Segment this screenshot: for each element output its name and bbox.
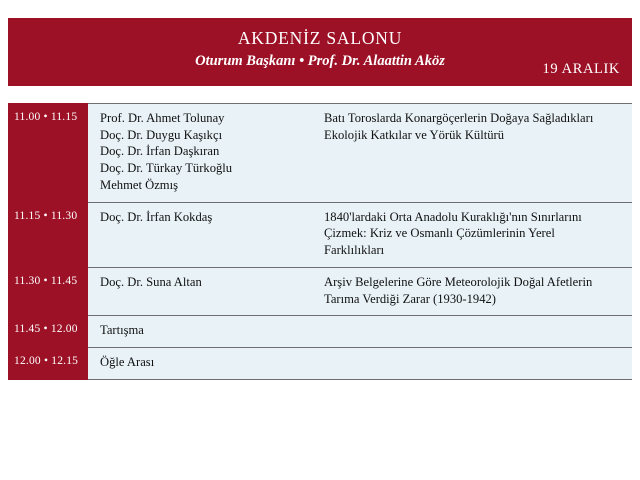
presentation-title xyxy=(316,268,632,315)
speaker-list xyxy=(88,203,316,267)
row-body xyxy=(88,103,632,202)
title-line: Batı Toroslarda Konargöçerlerin Doğaya Sağladıkları xyxy=(324,111,594,125)
presentation-title xyxy=(316,348,632,379)
speaker-list xyxy=(88,104,316,202)
time-slot: 11.15 • 11.30 xyxy=(8,202,88,267)
title-line: Ekolojik Katkılar ve Yörük Kültürü xyxy=(324,127,505,142)
time-slot: 11.30 • 11.45 xyxy=(8,267,88,315)
table-row xyxy=(8,202,632,267)
time-slot: 11.45 • 12.00 xyxy=(8,315,88,347)
speaker-name: Doç. Dr. İrfan Kokdaş xyxy=(100,209,213,224)
speaker-name: Mehmet Özmış xyxy=(100,177,178,192)
speaker-name: Doç. Dr. Suna Altan xyxy=(100,274,202,289)
speaker-name: Prof. Dr. Ahmet Tolunay xyxy=(100,111,225,125)
row-body xyxy=(88,202,632,267)
table-row xyxy=(8,347,632,380)
title-line: Arşiv Belgelerine Göre Meteorolojik Doğal Afetlerin xyxy=(324,274,593,289)
date-label: 19 ARALIK xyxy=(542,61,620,77)
presentation-title xyxy=(316,104,632,202)
title-line: Tarıma Verdiği Zarar (1930-1942) xyxy=(324,291,496,306)
time-slot: 12.00 • 12.15 xyxy=(8,347,88,380)
session-label: Öğle Arası xyxy=(100,355,155,370)
presentation-title xyxy=(316,203,632,267)
time-slot: 11.00 • 11.15 xyxy=(8,103,88,202)
table-row xyxy=(8,315,632,347)
row-body xyxy=(88,315,632,347)
table-row xyxy=(8,103,632,202)
speaker-list xyxy=(88,316,316,347)
speaker-list xyxy=(88,348,316,379)
title-line: Çizmek: Kriz ve Osmanlı Çözümlerinin Yerel xyxy=(324,226,555,241)
session-chair: Oturum Başkanı • Prof. Dr. Alaattin Aköz xyxy=(195,53,445,70)
title-line: Farklılıkları xyxy=(324,243,385,258)
speaker-list xyxy=(88,268,316,315)
table-row xyxy=(8,267,632,315)
speaker-name: Doç. Dr. Duygu Kaşıkçı xyxy=(100,127,223,142)
session-label: Tartışma xyxy=(100,323,144,338)
hall-name: AKDENİZ SALONU xyxy=(237,28,403,48)
row-body xyxy=(88,347,632,380)
schedule-table xyxy=(8,103,632,380)
session-header-banner xyxy=(8,18,632,86)
header-center-block xyxy=(8,18,632,70)
row-body xyxy=(88,267,632,315)
presentation-title xyxy=(316,316,632,347)
speaker-name: Doç. Dr. İrfan Daşkıran xyxy=(100,144,220,159)
title-line: 1840'lardaki Orta Anadolu Kuraklığı'nın Sınırlarını xyxy=(324,209,582,224)
speaker-name: Doç. Dr. Türkay Türkoğlu xyxy=(100,161,233,176)
